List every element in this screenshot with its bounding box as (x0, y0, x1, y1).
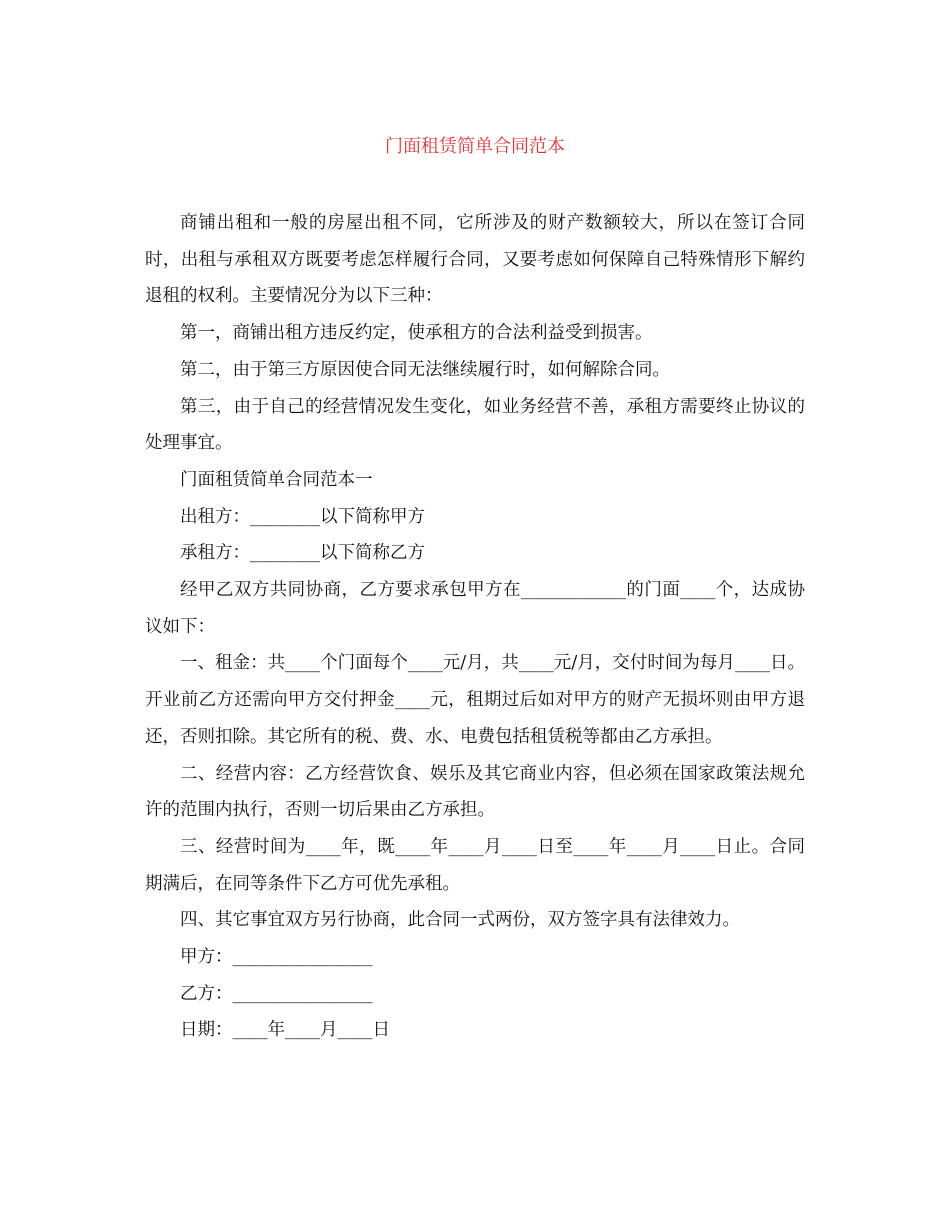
lessee-line: 承租方：________以下简称乙方 (180, 543, 425, 564)
rent-clause: 一、租金：共____个门面每个____元/月，共____元/月，交付时间为每月____日。开业前乙方还需向甲方交付押金____元，租期过后如对甲方的财产无损坏则由甲方退还，否则扣除。其它所有的税、费、水、电费包括租赁税等都由乙方承担。 (145, 653, 805, 747)
case-two-paragraph: 第二，由于第三方原因使合同无法继续履行时，如何解除合同。 (180, 359, 670, 380)
document-title: 门面租赁简单合同范本 (385, 136, 565, 157)
party-b-signature-line: 乙方：________________ (180, 983, 373, 1004)
lessor-line: 出租方：________以下简称甲方 (180, 506, 425, 527)
date-line: 日期：____年____月____日 (180, 1020, 390, 1041)
case-three-paragraph: 第三，由于自己的经营情况发生变化，如业务经营不善，承租方需要终止协议的处理事宜。 (145, 396, 805, 454)
case-one-paragraph: 第一，商铺出租方违反约定，使承租方的合法利益受到损害。 (180, 323, 653, 344)
party-a-signature-line: 甲方：________________ (180, 947, 373, 968)
agreement-intro-paragraph: 经甲乙双方共同协商，乙方要求承包甲方在____________的门面____个，达成协议如下： (145, 580, 805, 637)
other-matters-clause: 四、其它事宜双方另行协商，此合同一式两份，双方签字具有法律效力。 (180, 910, 740, 931)
template-heading: 门面租赁简单合同范本一 (180, 469, 373, 490)
business-scope-clause: 二、经营内容：乙方经营饮食、娱乐及其它商业内容，但必须在国家政策法规允许的范围内执行，否则一切后果由乙方承担。 (145, 763, 805, 821)
document-body (145, 205, 805, 1049)
term-clause: 三、经营时间为____年，既____年____月____日至____年____月____日止。合同期满后，在同等条件下乙方可优先承租。 (145, 836, 805, 894)
intro-paragraph: 商铺出租和一般的房屋出租不同，它所涉及的财产数额较大，所以在签订合同时，出租与承租双方既要考虑怎样履行合同，又要考虑如何保障自己特殊情形下解约退租的权利。主要情况分为以下三种： (145, 213, 805, 307)
